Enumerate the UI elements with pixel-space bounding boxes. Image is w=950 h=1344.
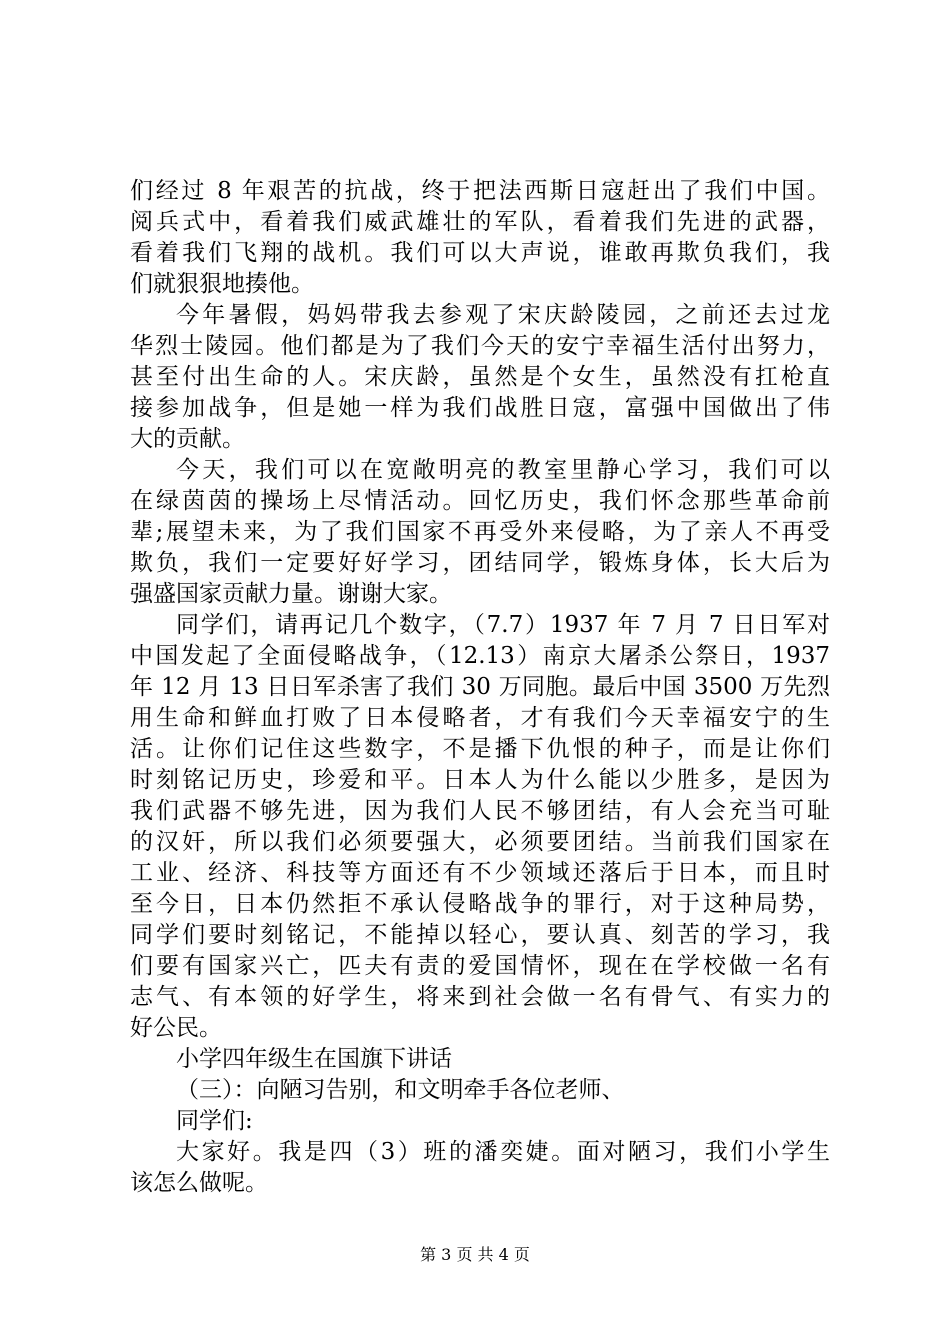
text-line: 我们武器不够先进，因为我们人民不够团结，有人会充当可耻 bbox=[130, 798, 830, 824]
text-line: （三）：向陋习告别，和文明牵手各位老师、 bbox=[176, 1077, 625, 1103]
text-line: 辈;展望未来，为了我们国家不再受外来侵略，为了亲人不再受 bbox=[130, 519, 830, 545]
text-line: 中国发起了全面侵略战争，（12.13）南京大屠杀公祭日，1937 bbox=[130, 643, 830, 669]
text-line: 同学们，请再记几个数字，（7.7）1937 年 7 月 7 日日军对 bbox=[176, 612, 830, 638]
text-line: 接参加战争，但是她一样为我们战胜日寇，富强中国做出了伟 bbox=[130, 395, 830, 421]
text-line: 同学们要时刻铭记，不能掉以轻心，要认真、刻苦的学习，我 bbox=[130, 922, 830, 948]
text-line: 在绿茵茵的操场上尽情活动。回忆历史，我们怀念那些革命前 bbox=[130, 488, 830, 514]
text-line: 好公民。 bbox=[130, 1015, 222, 1041]
text-line: 时刻铭记历史，珍爱和平。日本人为什么能以少胜多，是因为 bbox=[130, 767, 830, 793]
text-line: 用生命和鲜血打败了日本侵略者，才有我们今天幸福安宁的生 bbox=[130, 705, 830, 731]
text-line: 该怎么做呢。 bbox=[130, 1170, 268, 1196]
text-line: 年 12 月 13 日日军杀害了我们 30 万同胞。最后中国 3500 万先烈 bbox=[130, 674, 830, 700]
document-body bbox=[130, 176, 830, 1199]
text-line: 们经过 8 年艰苦的抗战，终于把法西斯日寇赶出了我们中国。 bbox=[130, 178, 830, 204]
text-line: 小学四年级生在国旗下讲话 bbox=[176, 1046, 452, 1072]
page-footer: 第 3 页 共 4 页 bbox=[420, 1245, 530, 1264]
text-line: 工业、经济、科技等方面还有不少领域还落后于日本，而且时 bbox=[130, 860, 830, 886]
text-line: 们要有国家兴亡，匹夫有责的爱国情怀，现在在学校做一名有 bbox=[130, 953, 830, 979]
text-line: 甚至付出生命的人。宋庆龄，虽然是个女生，虽然没有扛枪直 bbox=[130, 364, 830, 390]
text-line: 今天，我们可以在宽敞明亮的教室里静心学习，我们可以 bbox=[176, 457, 830, 483]
text-line: 同学们: bbox=[176, 1108, 253, 1134]
text-line: 阅兵式中，看着我们威武雄壮的军队，看着我们先进的武器， bbox=[130, 209, 830, 235]
text-line: 大家好。我是四（3）班的潘奕婕。面对陋习，我们小学生 bbox=[176, 1139, 830, 1165]
text-line: 华烈士陵园。他们都是为了我们今天的安宁幸福生活付出努力， bbox=[130, 333, 830, 359]
text-line: 强盛国家贡献力量。谢谢大家。 bbox=[130, 581, 452, 607]
text-line: 们就狠狠地揍他。 bbox=[130, 271, 314, 297]
text-line: 今年暑假，妈妈带我去参观了宋庆龄陵园，之前还去过龙 bbox=[176, 302, 830, 328]
text-line: 至今日，日本仍然拒不承认侵略战争的罪行，对于这种局势， bbox=[130, 891, 830, 917]
text-line: 志气、有本领的好学生，将来到社会做一名有骨气、有实力的 bbox=[130, 984, 830, 1010]
text-line: 看着我们飞翔的战机。我们可以大声说，谁敢再欺负我们，我 bbox=[130, 240, 830, 266]
text-line: 大的贡献。 bbox=[130, 426, 245, 452]
text-line: 的汉奸，所以我们必须要强大，必须要团结。当前我们国家在 bbox=[130, 829, 830, 855]
text-line: 欺负，我们一定要好好学习，团结同学，锻炼身体，长大后为 bbox=[130, 550, 830, 576]
text-line: 活。让你们记住这些数字，不是播下仇恨的种子，而是让你们 bbox=[130, 736, 830, 762]
